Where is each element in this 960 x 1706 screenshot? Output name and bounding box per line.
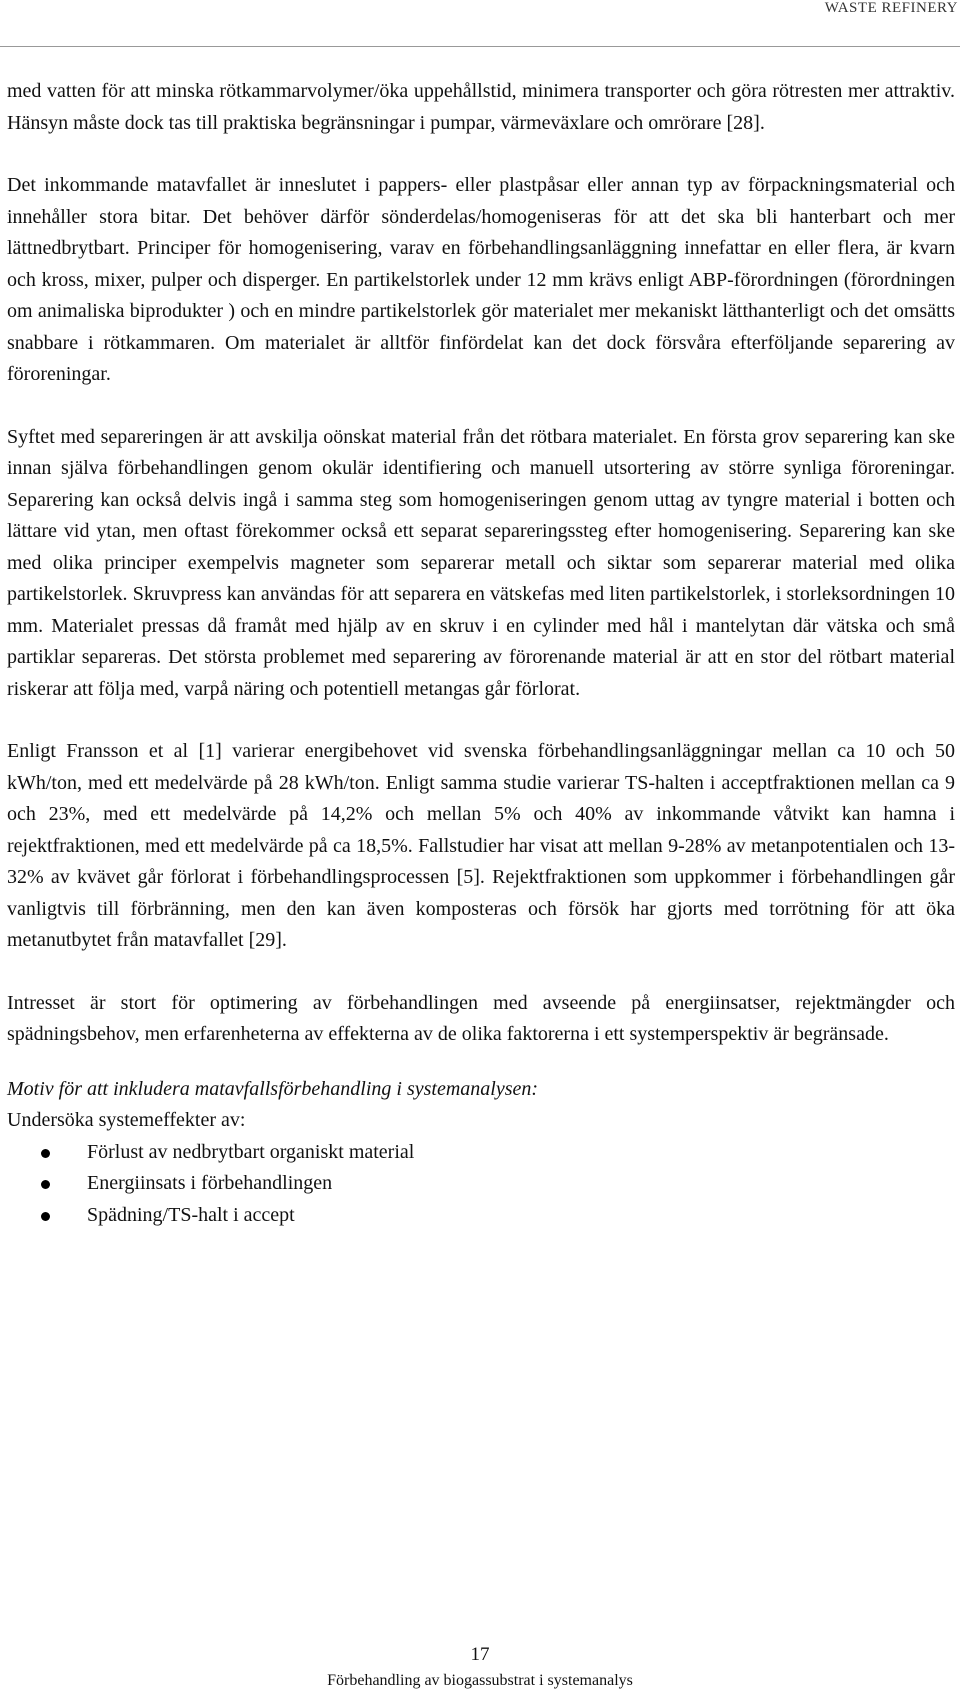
motiv-intro: Undersöka systemeffekter av: xyxy=(7,1109,246,1131)
page-footer: Förbehandling av biogassubstrat i systemanalys xyxy=(327,1672,633,1689)
list-item: Energiinsats i förbehandlingen xyxy=(7,1168,955,1200)
paragraph-separation: Syftet med separeringen är att avskilja oönskat material från det rötbara materialet. En första grov separering kan ske innan själva förbehandlingen genom okulär identifiering och manuell utsortering av större synliga föroreningar. Separering kan också delvis ingå i samma steg som homogeniseringen genom uttag av tyngre material i botten och lättare vid ytan, men oftast förekommer också ett separat separeringssteg efter homogenisering. Separering kan ske med olika principer exempelvis magneter som separerar metall och siktar som separerar material med olika partikelstorlek. Skruvpress kan användas för att separera en vätskefas med liten partikelstorlek, i storleksordningen 10 mm. Materialet pressas då framåt med hjälp av en skruv i en cylinder med hål i mantelytan där vätska och små partiklar separeras. Det största problemet med separering av förorenande material är att en stor del rötbart material riskerar att följa med, varpå näring och potentiell metangas går förlorat. xyxy=(7,425,955,700)
header-divider xyxy=(0,46,960,47)
list-item: Förlust av nedbrytbart organiskt material xyxy=(7,1137,955,1169)
paragraph-intro: med vatten för att minska rötkammarvolymer/öka uppehållstid, minimera transporter och göra rötresten mer attraktiv. Hänsyn måste dock tas till praktiska begränsningar i pumpar, värmeväxlare och omrörare [28]. xyxy=(7,80,955,134)
running-header: WASTE REFINERY xyxy=(824,0,958,16)
motiv-heading: Motiv för att inkludera matavfallsförbehandling i systemanalysen: xyxy=(7,1077,539,1100)
list-item: Spädning/TS-halt i accept xyxy=(7,1200,955,1232)
page-number: 17 xyxy=(470,1644,490,1665)
paragraph-homogenization: Det inkommande matavfallet är inneslutet i pappers- eller plastpåsar eller annan typ av förpackningsmaterial och innehåller stora bitar. Det behöver därför sönderdelas/homogeniseras för att det ska bli hanterbart och mer lättnedbrytbart. Principer för homogenisering, varav en förbehandlingsanläggning innefattar en eller flera, är kvarn och kross, mixer, pulper och disperger. En partikelstorlek under 12 mm krävs enligt ABP-förordningen (förordningen om animaliska biprodukter ) och en mindre partikelstorlek gör materialet mer mekaniskt lätthanterligt och det omsätts snabbare i rötkammaren. Om materialet är alltför finfördelat kan det dock försvåra efterföljande separering av föroreningar. xyxy=(7,174,955,385)
document-body xyxy=(7,76,955,1231)
paragraph-optimization: Intresset är stort för optimering av förbehandlingen med avseende på energiinsatser, rejektmängder och spädningsbehov, men erfarenheterna av effekterna av de olika faktorerna i ett systemperspektiv är begränsade. xyxy=(7,991,955,1045)
paragraph-energy: Enligt Fransson et al [1] varierar energibehovet vid svenska förbehandlingsanläggningar mellan ca 10 och 50 kWh/ton, med ett medelvärde på 28 kWh/ton. Enligt samma studie varierar TS-halten i acceptfraktionen mellan ca 9 och 23%, med ett medelvärde på 14,2% och mellan 5% och 40% av inkommande våtvikt kan hamna i rejektfraktionen, med ett medelvärde på ca 18,5%. Fallstudier har visat att mellan 9-28% av metanpotentialen och 13-32% av kvävet går förlorat i förbehandlingsprocessen [5]. Rejektfraktionen som uppkommer i förbehandlingen går vanligtvis till förbränning, men den kan även komposteras och försök har gjorts med torrötning för att öka metanutbytet från matavfallet [29]. xyxy=(7,740,955,951)
motiv-bullet-list xyxy=(7,1137,955,1232)
